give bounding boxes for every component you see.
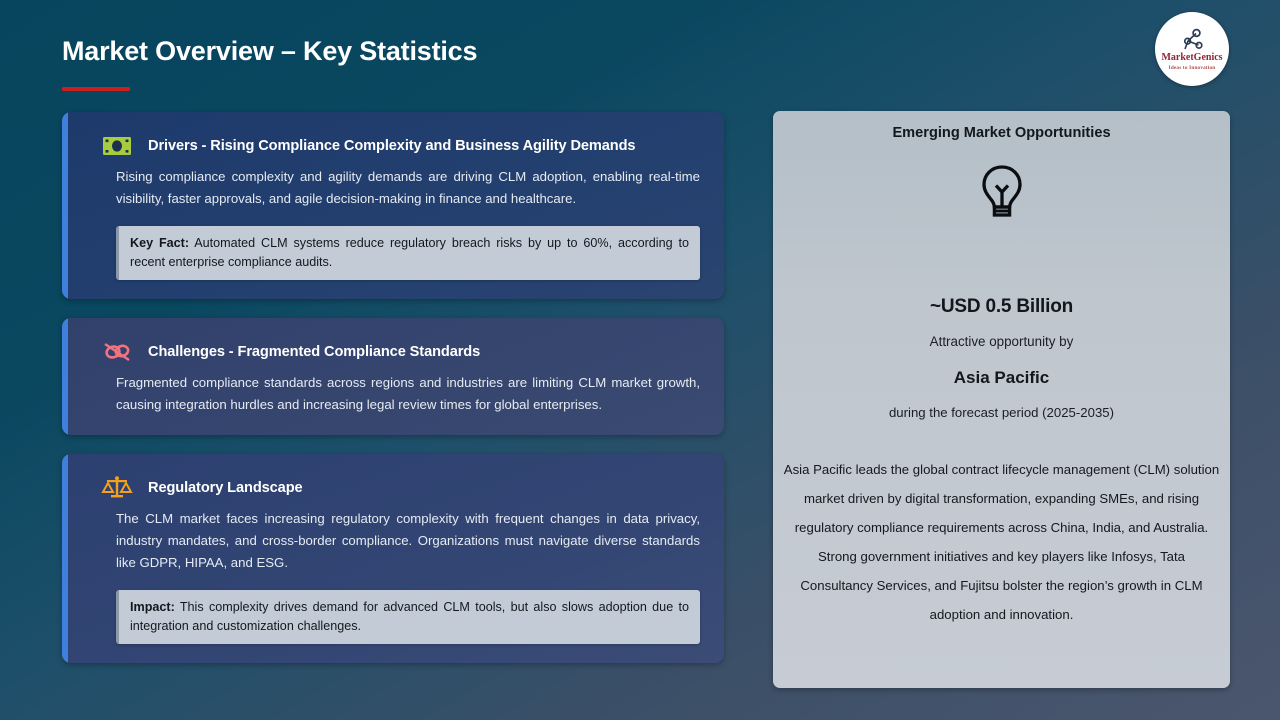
note-text: This complexity drives demand for advanced CLM tools, but also slows adoption due to integration and customization challenges. [130, 600, 689, 633]
emerging-opportunities-panel [773, 111, 1230, 688]
card-body-text: Rising compliance complexity and agility demands are driving CLM adoption, enabling real-time visibility, faster approvals, and agile decision-making in finance and healthcare. [116, 169, 700, 206]
card-title: Challenges - Fragmented Compliance Standards [148, 344, 481, 360]
panel-title: Emerging Market Opportunities [892, 125, 1111, 141]
lightbulb-icon [976, 163, 1028, 221]
broken-chain-link-icon [100, 337, 134, 367]
money-banknote-icon [100, 131, 134, 161]
logo-tagline: Ideas to Innovation [1168, 64, 1216, 71]
card-header [116, 337, 700, 367]
insight-card-drivers [62, 112, 724, 299]
card-body-text: The CLM market faces increasing regulatory complexity with frequent changes in data privacy, industry mandates, and cross-border compliance. Organizations must navigate diverse standards like GDPR, HIPAA, and ESG. [116, 511, 700, 570]
note-label: Key Fact: [130, 236, 190, 250]
panel-description: Asia Pacific leads the global contract lifecycle management (CLM) solution market driven by digital transformation, expanding SMEs, and rising regulatory compliance requirements across China, India, and Australia. Strong government initiatives and key players like Infosys, Tata Consultancy Services, and Fujitsu bolster the region’s growth in CLM adoption and innovation. [783, 462, 1220, 622]
page-title: Market Overview – Key Statistics [62, 36, 478, 66]
note-text: Automated CLM systems reduce regulatory breach risks by up to 60%, according to recent enterprise compliance audits. [130, 236, 689, 269]
card-header [116, 473, 700, 503]
note-label: Impact: [130, 600, 175, 614]
card-body-text: Fragmented compliance standards across regions and industries are limiting CLM market growth, causing integration hurdles and increasing legal review times for global enterprises. [116, 375, 700, 412]
opportunity-forecast-period: during the forecast period (2025-2035) [888, 405, 1115, 420]
opportunity-value: ~USD 0.5 Billion [929, 296, 1074, 317]
insight-cards-column [62, 112, 724, 663]
key-fact-note [116, 226, 700, 280]
card-title: Regulatory Landscape [148, 480, 303, 496]
insight-card-regulatory [62, 454, 724, 663]
opportunity-subtitle: Attractive opportunity by [929, 334, 1074, 349]
network-nodes-icon [1179, 28, 1205, 52]
impact-note [116, 590, 700, 644]
insight-card-challenges [62, 318, 724, 435]
brand-logo [1155, 12, 1229, 86]
page-header [62, 36, 477, 91]
card-title: Drivers - Rising Compliance Complexity and Business Agility Demands [148, 138, 636, 154]
card-header [116, 131, 700, 161]
logo-brand-name: MarketGenics [1161, 51, 1223, 63]
balance-scales-icon [100, 473, 134, 503]
title-underline-accent [62, 87, 130, 91]
opportunity-region: Asia Pacific [953, 368, 1050, 387]
